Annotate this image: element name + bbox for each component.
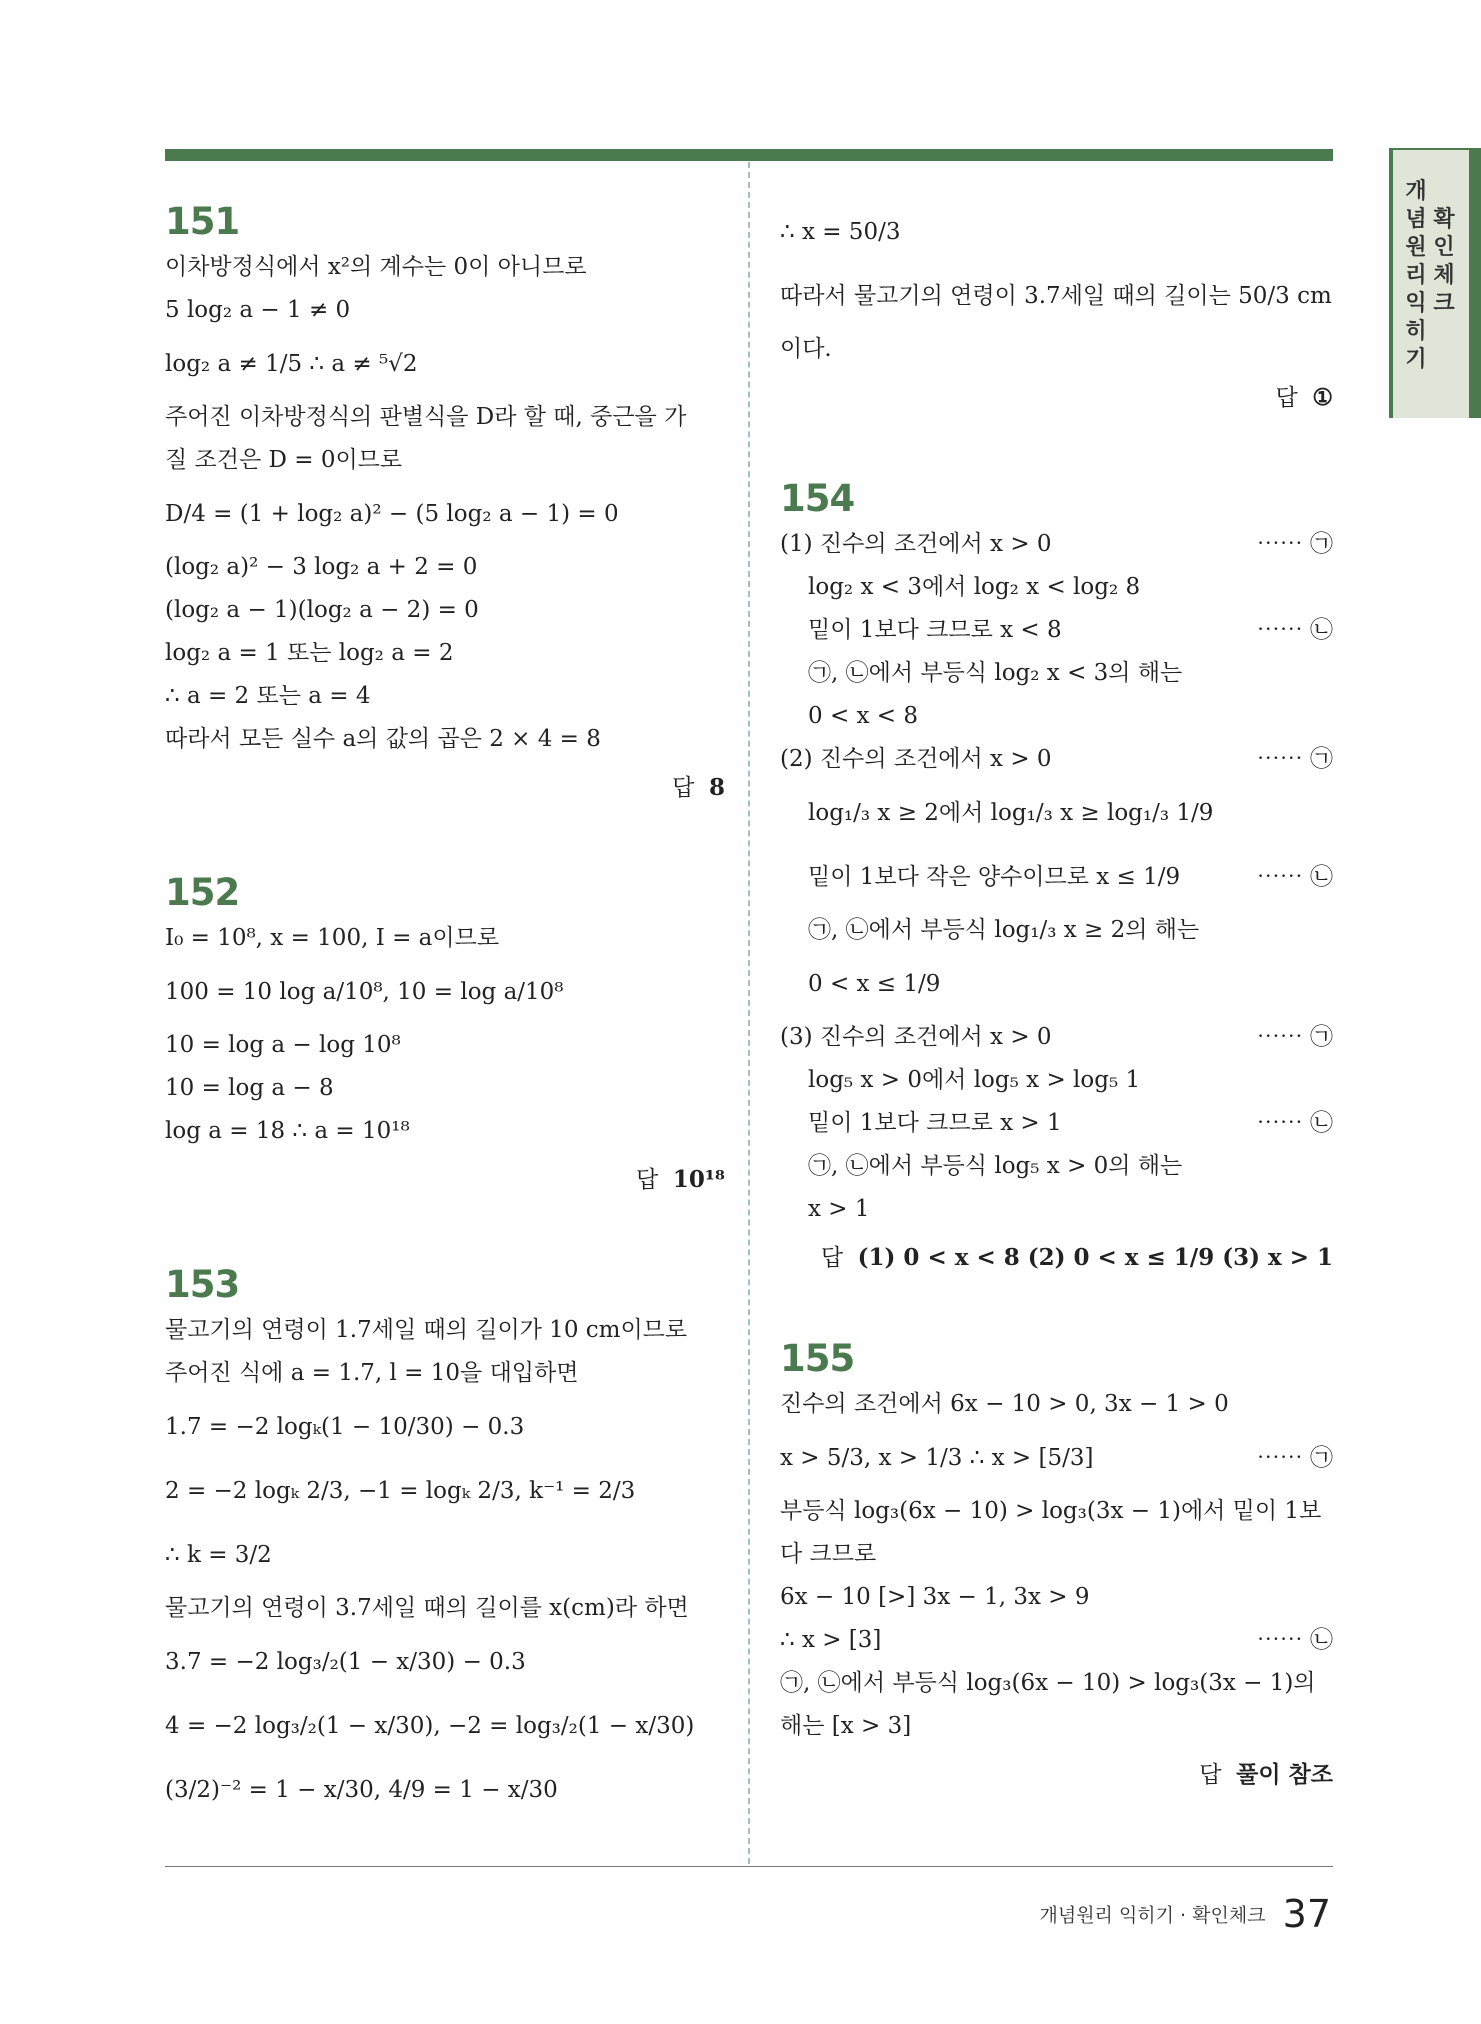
problem-number: 155: [780, 1337, 855, 1380]
solution-line: [780, 1059, 1333, 1102]
line-text: ∴ x > [3]: [780, 1627, 882, 1653]
solution-line: [780, 1705, 1333, 1748]
solution-line: 주어진 이차방정식의 판별식을 D라 할 때, 중근을 가: [165, 404, 687, 430]
line-text: 다 크므로: [780, 1541, 877, 1567]
solution-line: [780, 1576, 1333, 1619]
problem-number: 151: [165, 200, 240, 243]
solution-line: 따라서 물고기의 연령이 3.7세일 때의 길이는 50/3 cm: [780, 283, 1332, 309]
line-text: ㉠, ㉡에서 부등식 log₅ x > 0의 해는: [808, 1153, 1183, 1179]
solution-line: [780, 952, 1333, 1016]
line-text: 밑이 1보다 크므로 x < 8: [808, 617, 1062, 643]
equation-marker: ⋯⋯ ㉡: [1256, 864, 1333, 890]
line-text: 해는 [x > 3]: [780, 1713, 912, 1739]
solution-line: 물고기의 연령이 1.7세일 때의 길이가 10 cm이므로: [165, 1317, 688, 1343]
equation-marker: ⋯⋯ ㉠: [1256, 1445, 1333, 1471]
solution-line: [780, 566, 1333, 609]
answer-value: (1) 0 < x < 8 (2) 0 < x ≤ 1/9 (3) x > 1: [857, 1244, 1333, 1271]
line-text: x > 5/3, x > 1/3 ∴ x > [5/3]: [780, 1445, 1094, 1471]
solution-line: [780, 1188, 1333, 1231]
answer: [165, 1157, 725, 1203]
line-text: x > 1: [808, 1196, 870, 1222]
bottom-rule: [165, 1866, 1333, 1867]
line-text: 밑이 1보다 크므로 x > 1: [808, 1110, 1062, 1136]
answer-label: 답: [1275, 385, 1298, 411]
line-text: 0 < x ≤ 1/9: [808, 971, 941, 997]
line-text: 6x − 10 [>] 3x − 1, 3x > 9: [780, 1584, 1090, 1610]
line-text: ㉠, ㉡에서 부등식 log₃(6x − 10) > log₃(3x − 1)의: [780, 1670, 1316, 1696]
line-text: log₅ x > 0에서 log₅ x > log₅ 1: [808, 1067, 1141, 1093]
line-text: 0 < x < 8: [808, 703, 919, 729]
answer: [780, 1235, 1333, 1281]
solution-line: 따라서 모든 실수 a의 값의 곱은 2 × 4 = 8: [165, 726, 601, 752]
solution-line: (log₂ a − 1)(log₂ a − 2) = 0: [165, 597, 479, 623]
solution-line: D/4 = (1 + log₂ a)² − (5 log₂ a − 1) = 0: [165, 501, 619, 527]
solution-line: [780, 1016, 1333, 1059]
answer-value: ①: [1312, 384, 1333, 411]
answer: [165, 765, 725, 811]
line-text: 진수의 조건에서 6x − 10 > 0, 3x − 1 > 0: [780, 1391, 1229, 1417]
solution-line: (3/2)⁻² = 1 − x/30, 4/9 = 1 − x/30: [165, 1777, 558, 1803]
side-tab: [1389, 148, 1481, 418]
side-tab-label-2: 확인체크: [1433, 207, 1455, 316]
solution-line: [780, 909, 1333, 952]
column-divider: [748, 162, 750, 1864]
line-text: (2) 진수의 조건에서 x > 0: [780, 746, 1052, 772]
equation-marker: ⋯⋯ ㉡: [1256, 617, 1333, 643]
solution-line: log a = 18 ∴ a = 10¹⁸: [165, 1118, 410, 1144]
footer-text: 개념원리 익히기 · 확인체크: [1039, 1904, 1266, 1927]
solution-line: [780, 1533, 1333, 1576]
answer: [780, 375, 1333, 421]
equation-marker: ⋯⋯ ㉠: [1256, 1024, 1333, 1050]
solution-line: [780, 1662, 1333, 1705]
solution-line: 주어진 식에 a = 1.7, l = 10을 대입하면: [165, 1360, 579, 1386]
solution-line: [780, 781, 1333, 845]
equation-marker: ⋯⋯ ㉡: [1256, 1110, 1333, 1136]
solution-line: 질 조건은 D = 0이므로: [165, 447, 403, 473]
solution-line: 2 = −2 logₖ 2/3, −1 = logₖ 2/3, k⁻¹ = 2/3: [165, 1478, 636, 1504]
problem-153: [165, 1263, 725, 1822]
equation-marker: ⋯⋯ ㉠: [1256, 746, 1333, 772]
solution-line: [780, 695, 1333, 738]
line-text: (1) 진수의 조건에서 x > 0: [780, 531, 1052, 557]
side-tab-label-1: 개념원리 익히기: [1405, 179, 1427, 372]
solution-line: [780, 1102, 1333, 1145]
solution-line: 물고기의 연령이 3.7세일 때의 길이를 x(cm)라 하면: [165, 1595, 689, 1621]
solution-line: [780, 523, 1333, 566]
solution-line: [780, 1383, 1333, 1426]
solution-line: [780, 1619, 1333, 1662]
left-column: [165, 200, 725, 1822]
solution-line: [780, 1426, 1333, 1490]
answer-value: 10¹⁸: [672, 1166, 725, 1193]
problem-152: [165, 871, 725, 1203]
line-text: ㉠, ㉡에서 부등식 log₂ x < 3의 해는: [808, 660, 1183, 686]
solution-line: 이차방정식에서 x²의 계수는 0이 아니므로: [165, 254, 587, 280]
top-rule: [165, 149, 1333, 161]
answer-value: 8: [708, 774, 725, 801]
line-text: 밑이 1보다 작은 양수이므로 x ≤ 1/9: [808, 864, 1181, 890]
problem-153-continued: [780, 200, 1333, 421]
line-text: (3) 진수의 조건에서 x > 0: [780, 1024, 1052, 1050]
solution-line: 100 = 10 log a/10⁸, 10 = log a/10⁸: [165, 979, 564, 1005]
solution-line: (log₂ a)² − 3 log₂ a + 2 = 0: [165, 554, 478, 580]
solution-line: [780, 738, 1333, 781]
problem-155: [780, 1337, 1333, 1798]
solution-line: ∴ k = 3/2: [165, 1542, 272, 1568]
problem-number: 153: [165, 1263, 240, 1306]
answer: [780, 1752, 1333, 1798]
solution-line: [780, 1490, 1333, 1533]
line-text: ㉠, ㉡에서 부등식 log₁/₃ x ≥ 2의 해는: [808, 917, 1200, 943]
solution-line: 이다.: [780, 336, 832, 362]
solution-line: ∴ a = 2 또는 a = 4: [165, 683, 371, 709]
equation-marker: ⋯⋯ ㉠: [1256, 531, 1333, 557]
line-text: log₂ x < 3에서 log₂ x < log₂ 8: [808, 574, 1141, 600]
problem-154: [780, 477, 1333, 1281]
solution-line: log₂ a ≠ 1/5 ∴ a ≠ ⁵√2: [165, 351, 418, 377]
line-text: 부등식 log₃(6x − 10) > log₃(3x − 1)에서 밑이 1보: [780, 1498, 1322, 1524]
answer-label: 답: [820, 1245, 844, 1271]
solution-line: I₀ = 10⁸, x = 100, I = a이므로: [165, 925, 500, 951]
equation-marker: ⋯⋯ ㉡: [1256, 1627, 1333, 1653]
page-number: 37: [1282, 1892, 1331, 1936]
solution-line: [780, 845, 1333, 909]
solution-line: 10 = log a − 8: [165, 1075, 334, 1101]
answer-label: 답: [636, 1167, 659, 1193]
side-tab-strip: [1469, 150, 1481, 418]
solution-line: 5 log₂ a − 1 ≠ 0: [165, 297, 351, 323]
page-footer: [1039, 1892, 1331, 1936]
answer-label: 답: [672, 775, 695, 801]
line-text: log₁/₃ x ≥ 2에서 log₁/₃ x ≥ log₁/₃ 1/9: [808, 800, 1214, 826]
answer-value: 풀이 참조: [1236, 1761, 1333, 1788]
solution-line: 4 = −2 log₃/₂(1 − x/30), −2 = log₃/₂(1 − x/30): [165, 1713, 695, 1739]
solution-line: [780, 609, 1333, 652]
solution-line: log₂ a = 1 또는 log₂ a = 2: [165, 640, 454, 666]
solution-line: [780, 1145, 1333, 1188]
problem-number: 152: [165, 871, 240, 914]
answer-label: 답: [1199, 1762, 1222, 1788]
solution-line: [780, 652, 1333, 695]
solution-line: 3.7 = −2 log₃/₂(1 − x/30) − 0.3: [165, 1649, 526, 1675]
problem-151: [165, 200, 725, 811]
solution-line: 1.7 = −2 logₖ(1 − 10/30) − 0.3: [165, 1414, 525, 1440]
right-column: [780, 200, 1333, 1798]
problem-number: 154: [780, 477, 855, 520]
solution-line: ∴ x = 50/3: [780, 219, 901, 245]
solution-line: 10 = log a − log 10⁸: [165, 1032, 401, 1058]
